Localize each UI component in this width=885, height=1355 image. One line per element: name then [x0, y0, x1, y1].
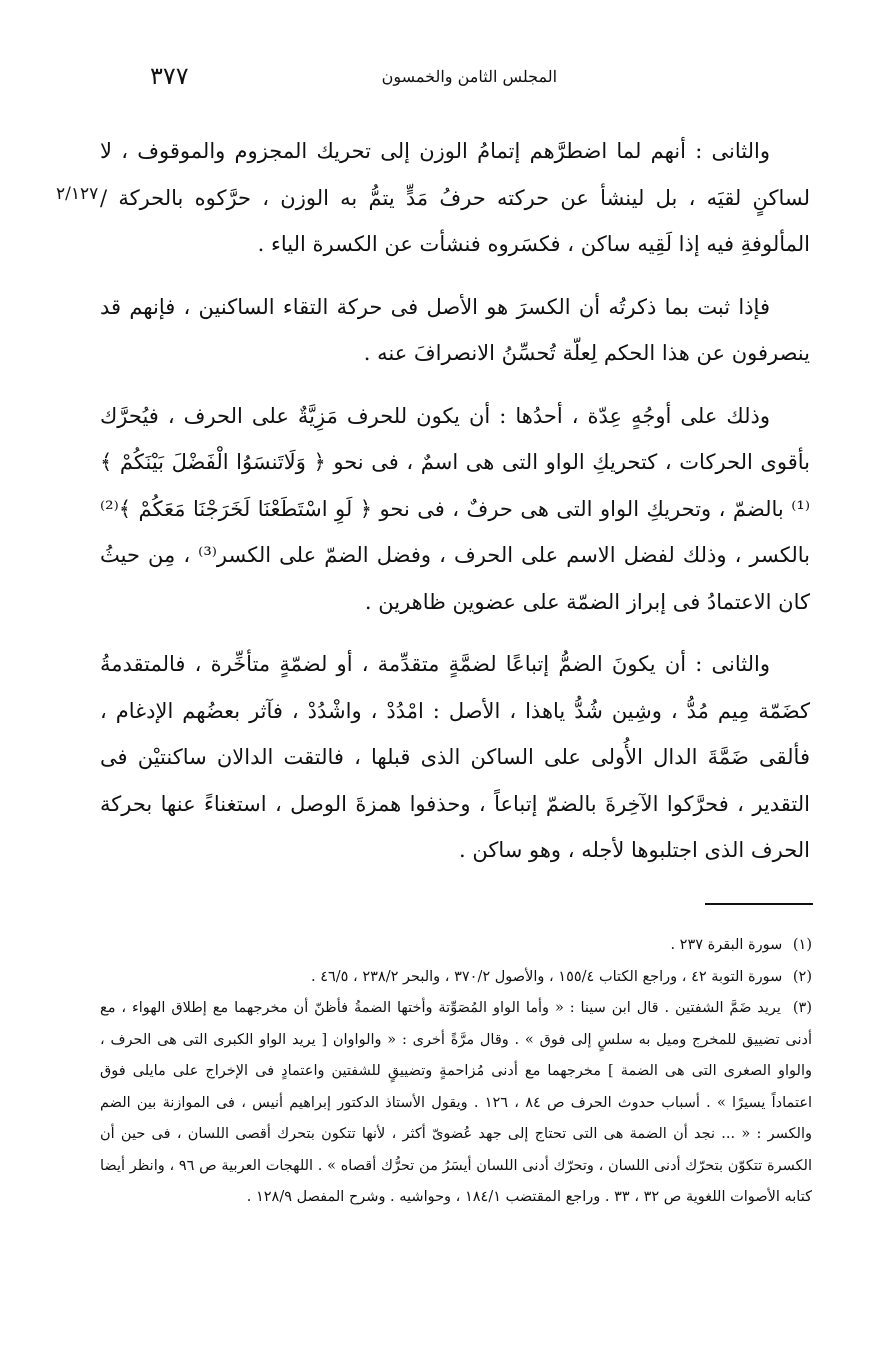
- paragraph: والثانى : أن يكونَ الضمُّ إتباعًا لضمَّةٍ متقدِّمة ، أو لضمّةٍ متأخِّرة ، فالمتقدمةُ كضَمّة مِيم مُدُّ ، وشِين شُدُّ ياهذا ، الأصل : امْدُدْ ، واشْدُدْ ، فآثر بعضُهم الإدغام ، فألقى ضَمَّةَ الدال الأُولى على الساكن الذى قبلها ، فالتقت الدالان ساكنتيْن فى التقدير ، فحرَّكوا الآخِرةَ بالضمّ إتباعاً ، وحذفوا همزةَ الوصل ، استغناءً عنها بحركة الحرف الذى اجتلبوها لأجله ، وهو ساكن .: [100, 652, 810, 862]
- footnote-text: يريد ضَمَّ الشفتين . قال ابن سينا : « وأما الواو المُصَوِّتة وأختها الضمةُ فأظنّ أن مخرجهما مع إطلاق الهواء ، مع أدنى تضييق للمخرج وميل به سلسٍ إلى فوق » . وقال مرَّةً أخرى : « والواوان [ يريد الواو الكبرى التى هى الحرف ، والواو الصغرى التى هى الضمة ] مخرجهما مع أدنى مُزاحمةٍ وتضييقٍ للشفتين واعتمادٍ فى الإخراج على مايلى فوق اعتماداً يسيرًا » . أسباب حدوث الحرف ص ٨٤ ، ١٢٦ . ويقول الأستاذ الدكتور إبراهيم أنيس ، فى الموازنة بين الضم والكسر : « ... نجد أن الضمة هى التى تحتاج إلى جهد عُضوىّ أكثر ، لأنها تتكون بتحرك أقصى اللسان ، فى حين أن الكسرة تتكوّن بتحرّك أدنى اللسان ، وتحرّك أدنى اللسان أيسَرُ من تحرُّك أقصاه » . اللهجات العربية ص ٩٦ ، وانظر أيضا كتابه الأصوات اللغوية ص ٣٢ ، ٣٣ . وراجع المقتضب ١٨٤/١ ، وحواشيه . وشرح المفصل ١٢٨/٩ .: [100, 1000, 812, 1205]
- paragraph: وذلك على أوجُهٍ عِدّة ، أحدُها : أن يكون للحرف مَزِيَّةٌ على الحرف ، فيُحرَّك بأقوى الحركات ، كتحريكِ الواو التى هى اسمٌ ، فى نحو ﴿ وَلَاتَنسَوُا الْفَضْلَ بَيْنَكُمْ ﴾⁽¹⁾ بالضمّ ، وتحريكِ الواو التى هى حرفٌ ، فى نحو ﴿ لَوِ اسْتَطَعْنَا لَخَرَجْنَا مَعَكُمْ ﴾⁽²⁾ بالكسر ، وذلك لفضل الاسم على الحرف ، وفضل الضمّ على الكسر⁽³⁾ ، مِن حيثُ كان الاعتمادُ فى إبراز الضمّة على عضوين ظاهرين .: [100, 403, 810, 614]
- paragraph: والثانى : أنهم لما اضطرَّهم إتمامُ الوزن إلى تحريك المجزوم والموقوف ، لا لساكنٍ لقيَه ، بل لينشأ عن حركته حرفُ مَدٍّ يتمُّ به الوزن ، حرَّكوه بالحركة / المألوفةِ فيه إذا لَقِيه ساكن ، فكسَروه فنشأت عن الكسرة الياء .: [100, 139, 810, 256]
- page-number: ٣٧٧: [150, 62, 189, 90]
- footnote: [100, 993, 812, 1214]
- footnote-number: (١): [792, 937, 812, 953]
- footnote: [100, 962, 812, 994]
- margin-page-reference: ٢/١٢٧: [56, 184, 99, 204]
- footnote: [100, 930, 812, 962]
- footnote-text: سورة التوبة ٤٢ ، وراجع الكتاب ١٥٥/٤ ، والأصول ٣٧٠/٢ ، والبحر ٢٣٨/٢ ، ٤٦/٥ .: [310, 968, 783, 985]
- footnote-number: (٢): [792, 968, 812, 985]
- footnote-text: سورة البقرة ٢٣٧ .: [670, 937, 783, 953]
- footnote-separator: [705, 903, 813, 905]
- main-text: [100, 128, 810, 890]
- paragraph: فإذا ثبت بما ذكرتُه أن الكسرَ هو الأصل فى حركة التقاء الساكنين ، فإنهم قد ينصرفون عن هذا الحكم لِعلّة تُحسِّنُ الانصرافَ عنه .: [100, 294, 810, 365]
- footnote-number: (٣): [792, 1000, 813, 1016]
- running-title: المجلس الثامن والخمسون: [381, 66, 558, 86]
- page-header: [150, 58, 790, 94]
- footnotes: [100, 930, 812, 1214]
